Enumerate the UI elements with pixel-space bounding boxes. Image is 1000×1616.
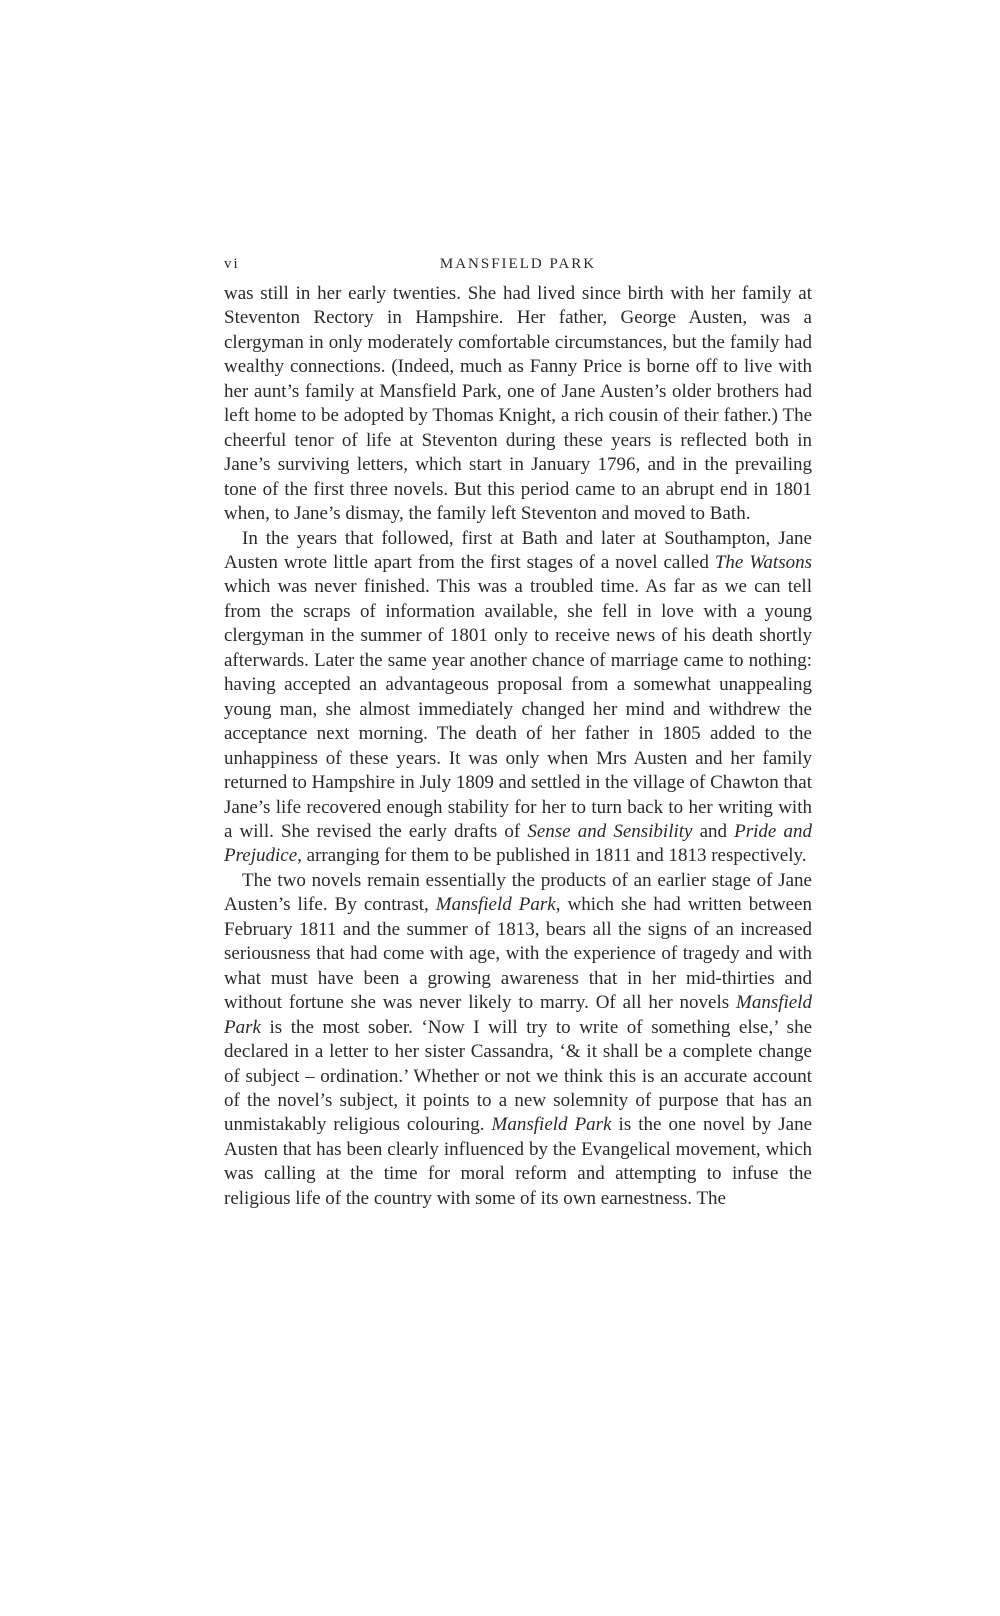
- running-head: [224, 256, 812, 282]
- text-segment: was still in her early twenties. She had lived since birth with her family at Steventon Rectory in Hampshire. Her father, George Austen, was a clergyman in only moderately comfortable circumstances, but the family had wealthy connections. (Indeed, much as Fanny Price is borne off to live with her aunt’s family at Mansfield Park, one of Jane Austen’s older brothers had left home to be adopted by Thomas Knight, a rich cousin of their father.) The cheerful tenor of life at Steventon during these years is reflected both in Jane’s surviving letters, which start in January 1796, and in the prevailing tone of the first three novels. But this period came to an abrupt end in 1801 when, to Jane’s dismay, the family left Steventon and moved to Bath.: [224, 283, 812, 525]
- text-segment: , arranging for them to be published in 1811 and 1813 respectively.: [297, 845, 807, 867]
- italic-title-text: Sense and Sensibility: [527, 820, 693, 842]
- page-number: vi: [224, 256, 240, 272]
- body-text: [224, 282, 812, 1211]
- italic-title-text: Mansfield Park: [224, 992, 812, 1038]
- italic-title-text: Mansfield Park: [435, 894, 556, 916]
- italic-title-text: The Watsons: [714, 551, 812, 573]
- italic-title-text: Pride and Prejudice: [224, 820, 812, 867]
- text-segment: , which she had written between February 1811 and the summer of 1813, bears all the signs of an increased seriousness that had come with age, with the experience of tragedy and with what must have been a growing awareness that in her mid-thirties and without fortune she was never likely to marry. Of all her novels: [224, 894, 812, 1014]
- italic-title-text: Mansfield Park: [491, 1114, 612, 1136]
- text-segment: and: [692, 820, 735, 842]
- paragraph: [224, 869, 812, 1211]
- text-segment: is the most sober. ‘Now I will try to write of something else,’ she declared in a letter to her sister Cassandra, ‘& it shall be a complete change of subject – ordination.’ Whether or not we think this is an accurate account of the novel’s subject, it points to a new solemnity of purpose that has an unmistakably religious colouring.: [224, 1016, 812, 1136]
- book-page: [224, 256, 812, 1211]
- running-title: MANSFIELD PARK: [439, 256, 597, 272]
- text-segment: which was never finished. This was a troubled time. As far as we can tell from the scraps of information available, she fell in love with a young clergyman in the summer of 1801 only to receive news of his death shortly afterwards. Later the same year another chance of marriage came to nothing: having accepted an advantageous proposal from a somewhat unappealing young man, she almost immediately changed her mind and withdrew the acceptance next morning. The death of her father in 1805 added to the unhappiness of these years. It was only when Mrs Austen and her family returned to Hampshire in July 1809 and settled in the village of Chawton that Jane’s life recovered enough stability for her to turn back to her writing with a will. She revised the early drafts of: [224, 576, 812, 842]
- paragraph: [224, 527, 812, 869]
- text-segment: is the one novel by Jane Austen that has been clearly influenced by the Evangelical movement, which was calling at the time for moral reform and attempting to infuse the religious life of the country with some of its own earnestness. The: [224, 1114, 813, 1209]
- text-segment: In the years that followed, first at Bath and later at Southampton, Jane Austen wrote little apart from the first stages of a novel called: [224, 527, 812, 573]
- text-segment: The two novels remain essentially the products of an earlier stage of Jane Austen’s life. By contrast,: [224, 869, 812, 916]
- paragraph: [224, 282, 812, 527]
